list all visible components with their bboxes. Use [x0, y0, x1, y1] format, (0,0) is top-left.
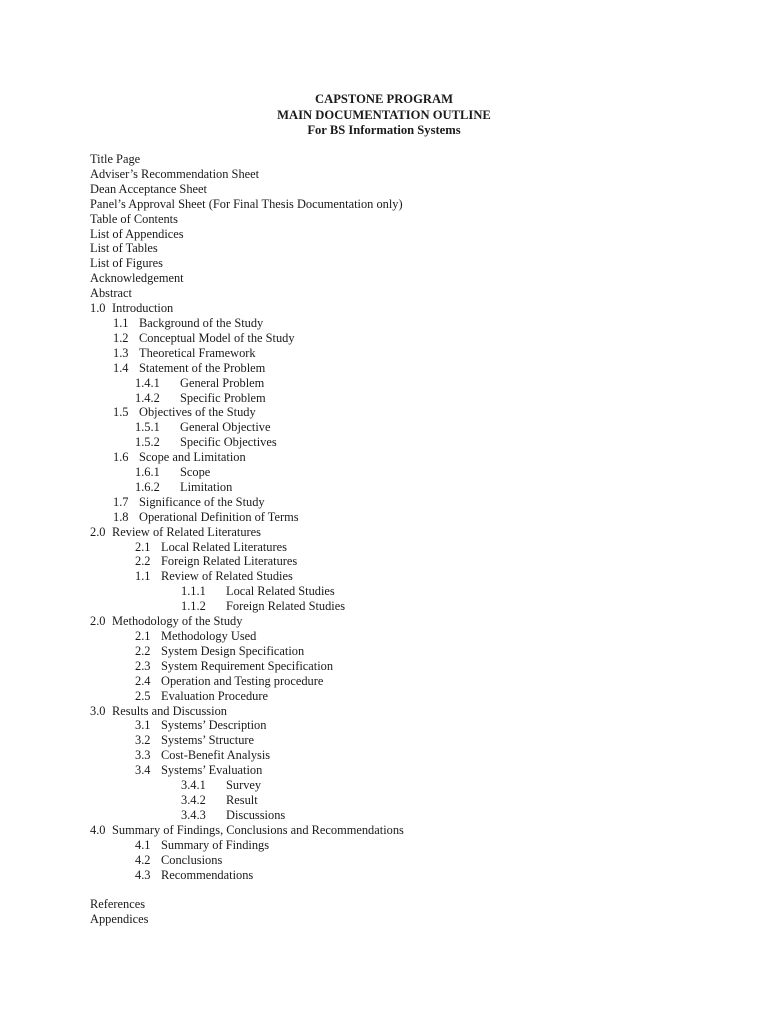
outline-item-number: 2.4 — [135, 673, 151, 688]
outline-item-number: 3.1 — [135, 718, 151, 733]
outline-item — [90, 331, 730, 346]
outline-item-number: 4.2 — [135, 852, 151, 867]
outline-item-text: System Requirement Specification — [161, 658, 334, 673]
outline-item — [90, 495, 730, 510]
outline-item-text: Scope and Limitation — [139, 450, 246, 465]
outline-item-text: Objectives of the Study — [139, 405, 256, 420]
outline-item-text: Specific Objectives — [180, 435, 277, 450]
outline-item-text: General Objective — [180, 420, 271, 435]
outline-item — [90, 346, 730, 361]
outline-item — [90, 748, 730, 763]
outline-item-number: 1.6.2 — [135, 479, 160, 494]
outline-item — [90, 182, 730, 197]
outline-item-number: 2.2 — [135, 554, 151, 569]
outline-item-number: 1.1.2 — [181, 599, 206, 614]
outline-item — [90, 823, 730, 838]
outline-item-number: 2.1 — [135, 629, 151, 643]
outline-item — [90, 480, 730, 495]
outline-item — [90, 167, 730, 182]
outline-item-text: Methodology of the Study — [112, 614, 243, 629]
outline-item-text: Conceptual Model of the Study — [139, 330, 295, 345]
outline-item-text: Local Related Literatures — [161, 539, 287, 554]
outline-item-text: Background of the Study — [139, 315, 264, 330]
outline-item-number: 2.2 — [135, 643, 151, 658]
outline-item-text: Panel’s Approval Sheet (For Final Thesis Documentation only) — [90, 196, 403, 211]
outline-item-text: Acknowledgement — [90, 271, 184, 286]
outline-item — [90, 525, 730, 540]
outline-item-number: 1.1 — [113, 315, 129, 330]
outline-item-text: Scope — [180, 465, 211, 480]
outline-item-text: Abstract — [90, 286, 132, 301]
outline-item-text: Systems’ Description — [161, 718, 267, 733]
heading-line-outline: MAIN DOCUMENTATION OUTLINE — [277, 107, 491, 122]
outline-item — [90, 868, 730, 883]
outline-item-text: General Problem — [180, 375, 265, 390]
outline-item — [90, 659, 730, 674]
outline-item — [90, 241, 730, 256]
outline-item-text: Foreign Related Studies — [226, 599, 346, 614]
outline-item-number: 3.0 — [90, 703, 106, 718]
outline-item-number: 3.4 — [135, 763, 151, 778]
outline-item — [90, 227, 730, 242]
outline-item-number: 1.5 — [113, 405, 129, 420]
outline-item-number: 1.4 — [113, 360, 129, 375]
outline-item — [90, 554, 730, 569]
outline-item — [90, 614, 730, 629]
outline-item-number: 1.1.1 — [181, 584, 206, 599]
outline-item-number: 4.3 — [135, 867, 151, 882]
outline-item-number: 1.2 — [113, 330, 129, 345]
outline-item — [90, 704, 730, 719]
outline-item-number: 1.5.2 — [135, 435, 160, 450]
outline-item — [90, 718, 730, 733]
outline-item-text: Dean Acceptance Sheet — [90, 181, 207, 196]
outline-item-number: 4.1 — [135, 837, 151, 852]
outline-item-number: 1.6 — [113, 450, 129, 465]
outline-item — [90, 569, 730, 584]
outline-item-number: 1.7 — [113, 494, 129, 509]
outline-item-text: Appendices — [90, 912, 149, 927]
outline-item-text: Systems’ Structure — [161, 733, 255, 748]
outline-item — [90, 733, 730, 748]
outline-item-number: 3.4.3 — [181, 807, 206, 822]
outline-item-text: Foreign Related Literatures — [161, 554, 298, 569]
outline-item-text: Significance of the Study — [139, 494, 265, 509]
outline-item-number: 4.0 — [90, 822, 106, 837]
outline-item-number: 3.3 — [135, 748, 151, 763]
outline-item-text: Operation and Testing procedure — [161, 673, 324, 688]
outline-item — [90, 301, 730, 316]
outline-item-number: 2.3 — [135, 658, 151, 673]
outline-item — [90, 838, 730, 853]
outline-item — [90, 510, 730, 525]
outline-item-number: 2.0 — [90, 614, 106, 629]
outline-item-text: References — [90, 897, 146, 912]
outline-item — [90, 435, 730, 450]
outline-item-text: List of Appendices — [90, 226, 184, 241]
outline-item — [90, 599, 730, 614]
outline-list — [90, 152, 730, 927]
outline-item-text: Adviser’s Recommendation Sheet — [90, 166, 260, 181]
outline-item-number: 1.6.1 — [135, 465, 160, 480]
outline-item-text: Cost-Benefit Analysis — [161, 748, 271, 763]
outline-item-number: 2.0 — [90, 524, 106, 539]
outline-item-text: Result — [226, 792, 258, 807]
outline-item-number: 2.1 — [135, 539, 151, 554]
outline-item-number: 1.8 — [113, 509, 129, 524]
outline-item-text: Table of Contents — [90, 211, 178, 226]
outline-item-text: Limitation — [180, 479, 233, 494]
outline-item — [90, 420, 730, 435]
outline-item — [90, 629, 730, 644]
outline-item-text: Results and Discussion — [112, 703, 227, 718]
outline-item-text: Systems’ Evaluation — [161, 763, 263, 778]
outline-item-text: List of Figures — [90, 256, 163, 271]
outline-item-number: 1.5.1 — [135, 420, 160, 435]
outline-item — [90, 152, 730, 167]
outline-item-text: Theoretical Framework — [139, 345, 256, 360]
outline-item — [90, 778, 730, 793]
outline-item-text: Introduction — [112, 301, 174, 316]
outline-item-text: Summary of Findings, Conclusions and Recommendations — [112, 822, 404, 837]
outline-item — [90, 316, 730, 331]
outline-item-number: 1.1 — [135, 569, 151, 584]
outline-item — [90, 450, 730, 465]
outline-item — [90, 912, 730, 927]
outline-item — [90, 212, 730, 227]
outline-item — [90, 391, 730, 406]
outline-item — [90, 361, 730, 376]
outline-item-text: Review of Related Studies — [161, 569, 293, 584]
document-heading — [0, 92, 768, 139]
outline-item-text: Statement of the Problem — [139, 360, 266, 375]
outline-item — [90, 674, 730, 689]
outline-item-text: Local Related Studies — [226, 584, 335, 599]
outline-item-number: 3.2 — [135, 733, 151, 748]
outline-item — [90, 644, 730, 659]
outline-item-text: Specific Problem — [180, 390, 266, 405]
outline-item-text: Review of Related Literatures — [112, 524, 261, 539]
outline-item — [90, 197, 730, 212]
outline-item — [90, 465, 730, 480]
heading-line-subtitle: For BS Information Systems — [307, 123, 461, 137]
outline-item-text: Discussions — [226, 807, 286, 822]
outline-item — [90, 286, 730, 301]
outline-item — [90, 540, 730, 555]
outline-item-text: Title Page — [90, 152, 141, 166]
outline-item — [90, 584, 730, 599]
outline-item — [90, 376, 730, 391]
heading-line-program: CAPSTONE PROGRAM — [315, 92, 453, 106]
outline-item-number: 3.4.1 — [181, 778, 206, 793]
outline-item-number: 3.4.2 — [181, 792, 206, 807]
outline-item — [90, 897, 730, 912]
outline-item-text: Survey — [226, 778, 262, 793]
outline-item-text: Operational Definition of Terms — [139, 509, 299, 524]
blank-line — [90, 882, 730, 897]
outline-item-number: 2.5 — [135, 688, 151, 703]
outline-item-text: Conclusions — [161, 852, 223, 867]
outline-item — [90, 808, 730, 823]
outline-item-number: 1.0 — [90, 301, 106, 316]
outline-item — [90, 793, 730, 808]
outline-item-text: Recommendations — [161, 867, 254, 882]
outline-item — [90, 271, 730, 286]
outline-item-text: Summary of Findings — [161, 837, 270, 852]
outline-item-number: 1.4.2 — [135, 390, 160, 405]
outline-item-number: 1.3 — [113, 345, 129, 360]
outline-item — [90, 763, 730, 778]
outline-item-text: Methodology Used — [161, 629, 257, 643]
outline-item — [90, 256, 730, 271]
outline-item-text: List of Tables — [90, 241, 158, 256]
outline-item-text: System Design Specification — [161, 643, 305, 658]
outline-item-number: 1.4.1 — [135, 375, 160, 390]
outline-item — [90, 405, 730, 420]
outline-item — [90, 853, 730, 868]
outline-item — [90, 689, 730, 704]
outline-item-text: Evaluation Procedure — [161, 688, 269, 703]
